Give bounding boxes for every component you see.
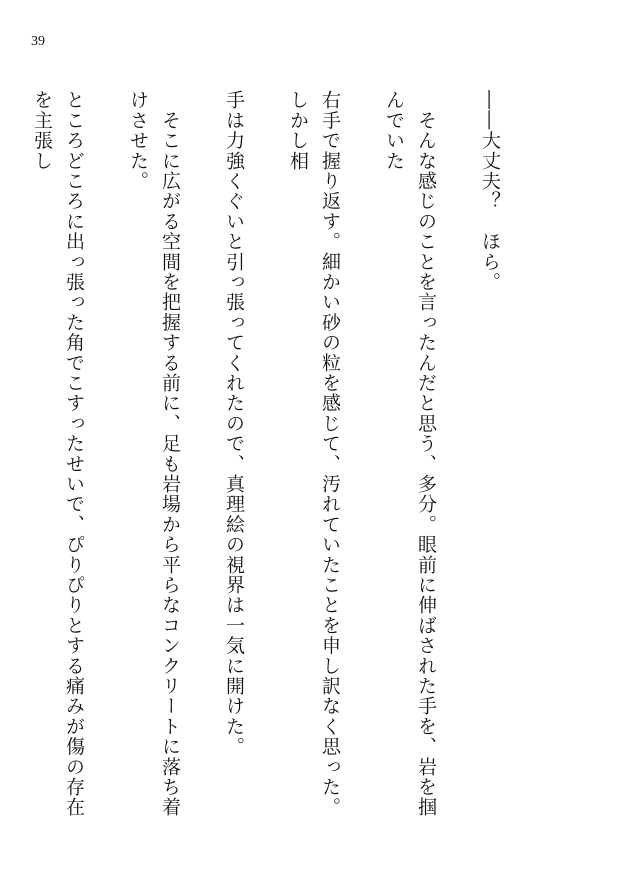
text-line: 手は力強くぐいと引っ張ってくれたので、真理絵の視界は一気に開けた。	[223, 90, 245, 757]
novel-text-block	[31, 90, 538, 832]
text-line: そんな感じのことを言ったんだと思う、多分。眼前に伸ばされた手を、岩を掴んでいた	[383, 90, 437, 818]
text-line: ところどころに出っ張った角でこすったせいで、ぴりぴりとする痛みが傷の存在を主張し	[31, 90, 85, 818]
text-line: ――大丈夫？ ほら。	[479, 90, 501, 292]
text-line: 右手で握り返す。細かい砂の粒を感じて、汚れていたことを申し訳なく思った。しかし相	[287, 90, 341, 818]
page-number: 39	[31, 34, 45, 49]
text-line: そこに広がる空間を把握する前に、足も岩場から平らなコンクリートに落ち着けさせた。	[127, 90, 181, 818]
